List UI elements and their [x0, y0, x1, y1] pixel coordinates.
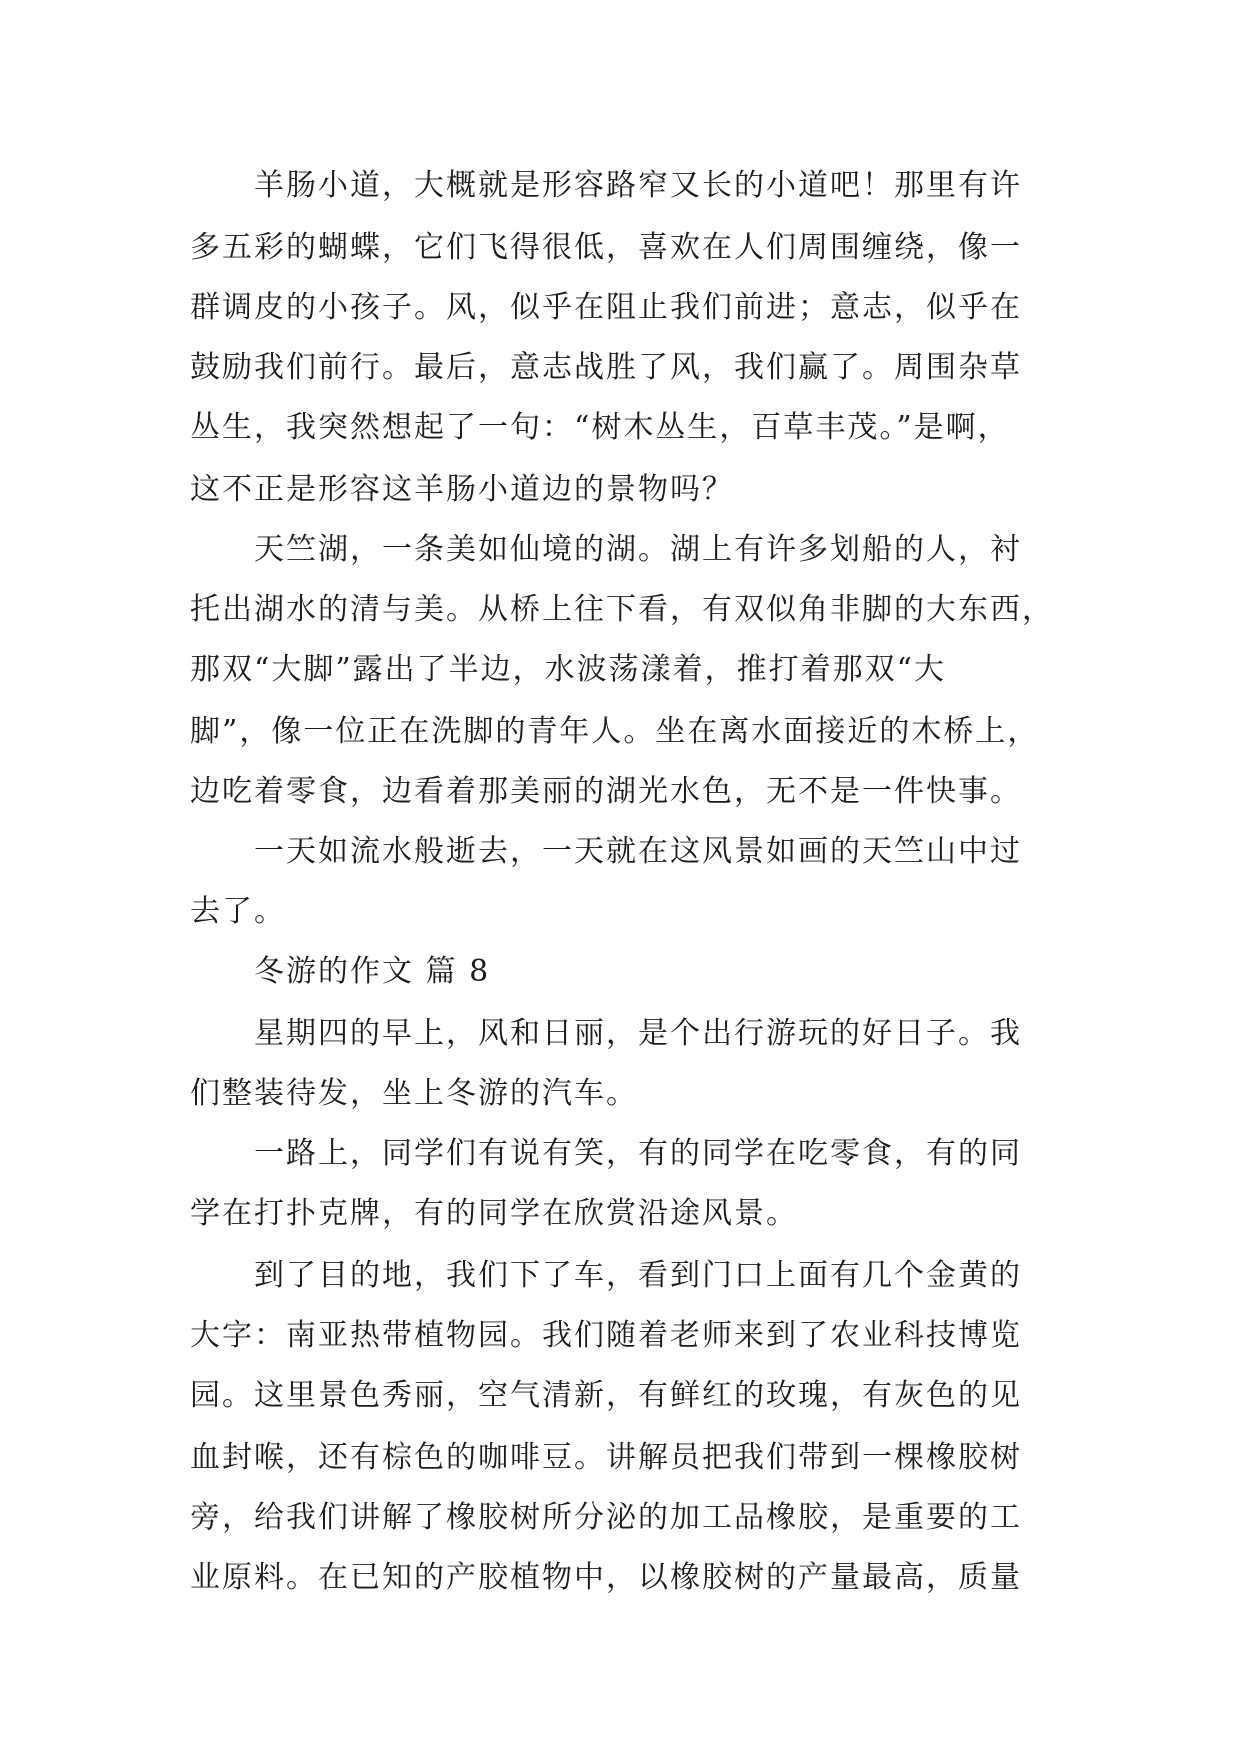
- text-line: 园。这里景色秀丽，空气清新，有鲜红的玫瑰，有灰色的见: [190, 1378, 1022, 1413]
- text-line: 旁，给我们讲解了橡胶树所分泌的加工品橡胶，是重要的工: [190, 1500, 1022, 1535]
- text-line: 边吃着零食，边看着那美丽的湖光水色，无不是一件快事。: [190, 774, 1022, 809]
- text-line: 一天如流水般逝去，一天就在这风景如画的天竺山中过: [254, 834, 1022, 869]
- text-line: 天竺湖，一条美如仙境的湖。湖上有许多划船的人，衬: [254, 532, 1022, 567]
- text-line: 丛生，我突然想起了一句：“树木丛生，百草丰茂。”是啊，: [190, 410, 1010, 445]
- text-line: 业原料。在已知的产胶植物中，以橡胶树的产量最高，质量: [190, 1560, 1022, 1595]
- text-line: 去了。: [190, 894, 286, 929]
- text-line: 大字：南亚热带植物园。我们随着老师来到了农业科技博览: [190, 1318, 1022, 1353]
- text-line: 那双“大脚”露出了半边，水波荡漾着，推打着那双“大: [190, 652, 947, 687]
- text-line: 学在打扑克牌，有的同学在欣赏沿途风景。: [190, 1196, 798, 1231]
- text-line: 多五彩的蝴蝶，它们飞得很低，喜欢在人们周围缠绕，像一: [190, 230, 1022, 265]
- text-line: 托出湖水的清与美。从桥上往下看，有双似角非脚的大东西，: [190, 592, 1054, 627]
- text-line: 星期四的早上，风和日丽，是个出行游玩的好日子。我: [254, 1016, 1022, 1051]
- text-line: 鼓励我们前行。最后，意志战胜了风，我们赢了。周围杂草: [190, 350, 1022, 385]
- text-line: 脚”，像一位正在洗脚的青年人。坐在离水面接近的木桥上，: [190, 714, 1040, 749]
- text-line: 羊肠小道，大概就是形容路窄又长的小道吧！那里有许: [254, 168, 1022, 203]
- text-line: 一路上，同学们有说有笑，有的同学在吃零食，有的同: [254, 1136, 1022, 1171]
- text-line: 这不正是形容这羊肠小道边的景物吗？: [190, 472, 734, 507]
- text-line: 到了目的地，我们下了车，看到门口上面有几个金黄的: [254, 1258, 1022, 1293]
- section-heading: 冬游的作文 篇 8: [254, 954, 491, 989]
- text-line: 们整装待发，坐上冬游的汽车。: [190, 1076, 638, 1111]
- text-line: 群调皮的小孩子。风，似乎在阻止我们前进；意志，似乎在: [190, 290, 1022, 325]
- text-line: 血封喉，还有棕色的咖啡豆。讲解员把我们带到一棵橡胶树: [190, 1440, 1022, 1475]
